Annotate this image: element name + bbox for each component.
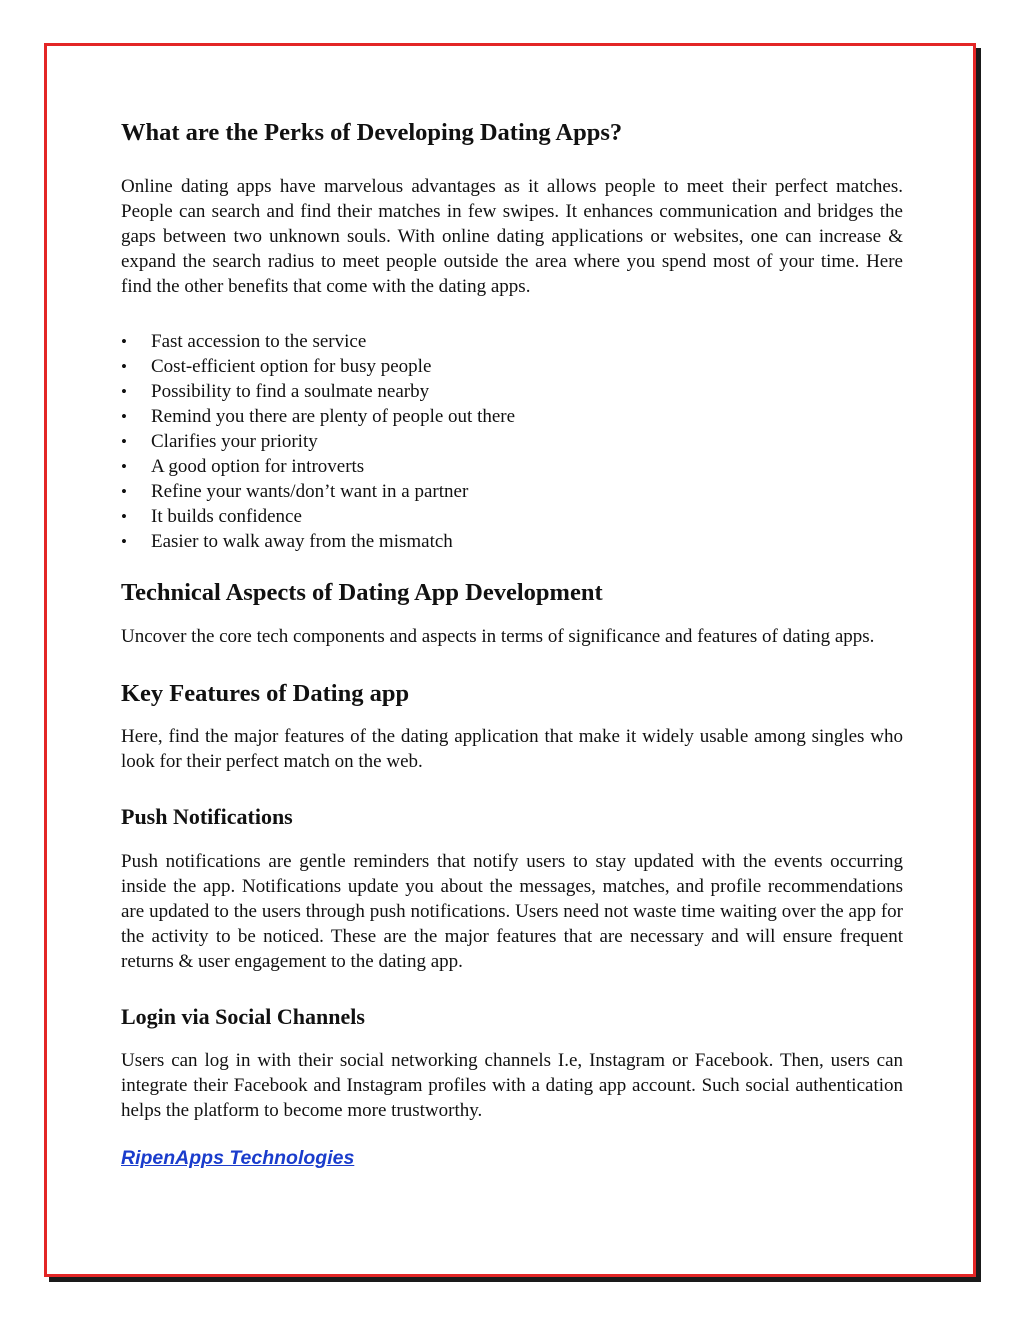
technical-heading: Technical Aspects of Dating App Development (121, 579, 603, 607)
technical-paragraph: Uncover the core tech components and aspects in terms of significance and features of dating apps. (121, 625, 875, 647)
push-paragraph: Push notifications are gentle reminders that notify users to stay updated with the events occurring inside the app. Notifications update you about the messages, matches, and profile recommendations are updated to the users through push notifications. Users need not waste time waiting over the app for the activity to be noticed. These are the major features that are necessary and will ensure frequent returns & user engagement to the dating app. (121, 850, 903, 972)
spacer (121, 608, 903, 624)
spacer (121, 831, 903, 849)
footer-link[interactable]: RipenApps Technologies (121, 1146, 355, 1169)
spacer (121, 708, 903, 724)
perks-heading: What are the Perks of Developing Dating Apps? (121, 119, 623, 146)
perks-paragraph: Online dating apps have marvelous advantages as it allows people to meet their perfect matches. People can search and find their matches in few swipes. It enhances communication and bridges the gaps between two unknown souls. With online dating applications or websites, one can increase & expand the search radius to meet people outside the area where you spend most of your time. Here find the other benefits that come with the dating apps. (121, 176, 903, 298)
login-heading: Login via Social Channels (121, 1003, 365, 1029)
key-features-heading: Key Features of Dating app (121, 679, 410, 707)
spacer (121, 1123, 903, 1147)
push-heading: Push Notifications (121, 804, 293, 830)
list-item: • Clarifies your priority (121, 429, 903, 454)
list-item: • Fast accession to the service (121, 329, 903, 354)
spacer (121, 974, 903, 1004)
perks-list (121, 329, 903, 554)
spacer (121, 554, 903, 578)
list-item: • Cost-efficient option for busy people (121, 354, 903, 379)
document-body (121, 118, 903, 1170)
list-item: • Easier to walk away from the mismatch (121, 529, 903, 554)
spacer (121, 649, 903, 679)
key-features-paragraph: Here, find the major features of the dating application that make it widely usable among singles who look for their perfect match on the web. (121, 726, 903, 773)
spacer (121, 1030, 903, 1048)
list-item: • A good option for introverts (121, 454, 903, 479)
list-item: • Remind you there are plenty of people out there (121, 404, 903, 429)
list-item: • Possibility to find a soulmate nearby (121, 379, 903, 404)
spacer (121, 774, 903, 804)
login-paragraph: Users can log in with their social networking channels I.e, Instagram or Facebook. Then, users can integrate their Facebook and Instagram profiles with a dating app account. Such social authentication helps the platform to become more trustworthy. (121, 1049, 903, 1121)
list-item: • Refine your wants/don’t want in a partner (121, 479, 903, 504)
spacer (121, 299, 903, 329)
list-item: • It builds confidence (121, 504, 903, 529)
